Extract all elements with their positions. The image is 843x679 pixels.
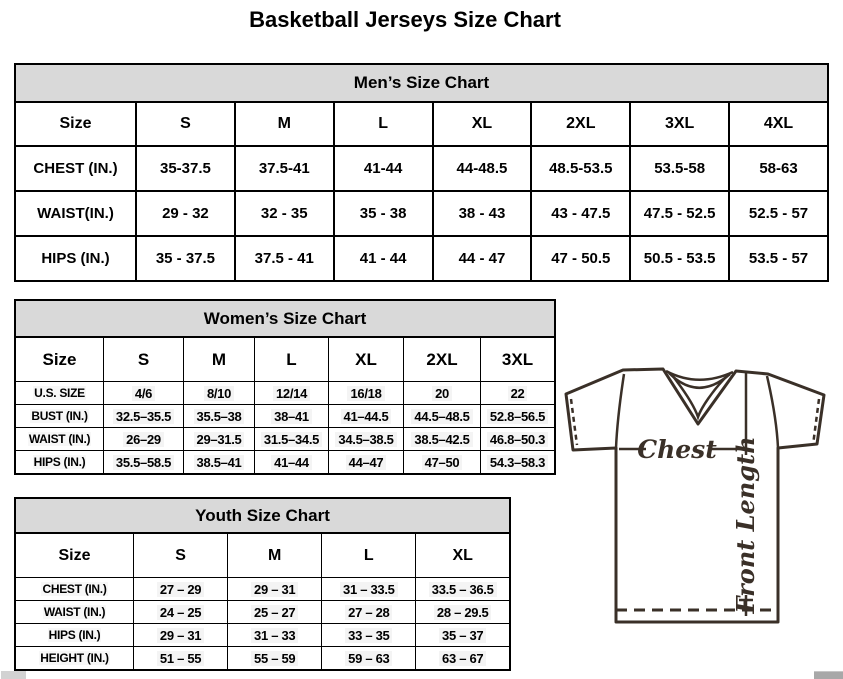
cell-value: 29–31.5 <box>194 432 245 447</box>
column-header: XL <box>416 533 510 578</box>
table-row <box>15 601 510 624</box>
cell-value: 41-44 <box>363 160 403 177</box>
table-row <box>15 428 555 451</box>
table-cell <box>729 191 828 236</box>
cell-value: 38.5–42.5 <box>411 432 472 447</box>
womens-size-chart <box>14 299 556 475</box>
cell-value: 44.5–48.5 <box>411 409 472 424</box>
cell-value: 33.5 – 36.5 <box>429 582 497 597</box>
row-label <box>15 236 136 281</box>
table-row <box>15 191 828 236</box>
row-label-text: HIPS (IN.) <box>41 250 110 267</box>
table-cell <box>329 382 404 405</box>
cell-value: 38.5–41 <box>194 455 245 470</box>
table-cell <box>322 601 416 624</box>
cell-value: 46.8–50.3 <box>487 432 548 447</box>
row-label <box>15 451 104 475</box>
table-cell <box>404 405 481 428</box>
table-cell <box>404 428 481 451</box>
cell-value: 41 - 44 <box>359 250 407 267</box>
cell-value: 26–29 <box>123 432 164 447</box>
table-row <box>15 451 555 475</box>
table-cell <box>630 146 729 191</box>
column-header: M <box>235 102 334 146</box>
row-label <box>15 191 136 236</box>
table-cell <box>255 405 329 428</box>
cell-value: 25 – 27 <box>251 605 298 620</box>
cell-value: 32.5–35.5 <box>113 409 174 424</box>
table-cell <box>134 601 228 624</box>
table-cell <box>255 382 329 405</box>
table-cell <box>184 428 255 451</box>
cell-value: 63 – 67 <box>439 651 486 666</box>
cell-value: 47.5 - 52.5 <box>643 205 716 222</box>
table-cell <box>322 647 416 671</box>
table-cell <box>136 146 235 191</box>
header-row <box>15 102 828 146</box>
table-cell <box>416 578 510 601</box>
cell-value: 53.5 - 57 <box>748 250 809 267</box>
cell-value: 31 – 33 <box>251 628 298 643</box>
cell-value: 35-37.5 <box>159 160 211 177</box>
table-cell <box>134 647 228 671</box>
table-cell <box>329 405 404 428</box>
mens-chart-title: Men’s Size Chart <box>14 63 829 101</box>
table-cell <box>228 624 322 647</box>
jersey-measurement-diagram <box>556 358 843 630</box>
cell-value: 37.5 - 41 <box>254 250 314 267</box>
cell-value: 43 - 47.5 <box>551 205 611 222</box>
cell-value: 16/18 <box>347 386 384 401</box>
column-header: L <box>334 102 433 146</box>
cell-value: 50.5 - 53.5 <box>643 250 716 267</box>
column-header: M <box>228 533 322 578</box>
table-cell <box>433 191 532 236</box>
table-cell <box>184 405 255 428</box>
cell-value: 53.5-58 <box>654 160 706 177</box>
cell-value: 12/14 <box>273 386 310 401</box>
column-header: 3XL <box>630 102 729 146</box>
table-cell <box>255 428 329 451</box>
table-cell <box>228 578 322 601</box>
mens-size-chart <box>14 63 829 282</box>
table-cell <box>104 405 184 428</box>
row-label <box>15 647 134 671</box>
table-cell <box>729 236 828 281</box>
row-label-text: BUST (IN.) <box>31 409 88 423</box>
cell-value: 29 – 31 <box>251 582 298 597</box>
mens-chart-table <box>14 101 829 282</box>
table-cell <box>184 382 255 405</box>
table-cell <box>329 451 404 475</box>
row-label-text: HIPS (IN.) <box>33 455 86 469</box>
table-cell <box>104 428 184 451</box>
cell-value: 58-63 <box>759 160 798 177</box>
column-header: S <box>136 102 235 146</box>
row-label-text: WAIST (IN.) <box>28 432 91 446</box>
cell-value: 31.5–34.5 <box>261 432 322 447</box>
row-label-text: HIPS (IN.) <box>48 628 101 642</box>
table-cell <box>136 236 235 281</box>
row-label <box>15 146 136 191</box>
cell-value: 8/10 <box>204 386 234 401</box>
page-title: Basketball Jerseys Size Chart <box>249 7 561 32</box>
table-cell <box>630 236 729 281</box>
header-row <box>15 337 555 382</box>
cell-value: 44–47 <box>346 455 387 470</box>
cell-value: 29 – 31 <box>157 628 204 643</box>
table-cell <box>416 601 510 624</box>
table-cell <box>416 647 510 671</box>
womens-chart-table <box>14 336 556 475</box>
cell-value: 29 - 32 <box>162 205 209 222</box>
column-header: 3XL <box>481 337 556 382</box>
row-label-text: U.S. SIZE <box>34 386 85 400</box>
column-header: L <box>322 533 416 578</box>
cell-value: 27 – 29 <box>157 582 204 597</box>
row-label-text: CHEST (IN.) <box>33 160 118 177</box>
table-cell <box>334 236 433 281</box>
table-row <box>15 624 510 647</box>
cell-value: 38 - 43 <box>458 205 506 222</box>
column-header: XL <box>433 102 532 146</box>
cell-value: 59 – 63 <box>345 651 392 666</box>
column-header: 2XL <box>404 337 481 382</box>
column-header: M <box>184 337 255 382</box>
table-cell <box>322 578 416 601</box>
row-label <box>15 382 104 405</box>
row-label <box>15 601 134 624</box>
size-column-header: Size <box>15 533 134 578</box>
cell-value: 35 – 37 <box>439 628 486 643</box>
table-cell <box>729 146 828 191</box>
table-cell <box>184 451 255 475</box>
youth-size-chart <box>14 497 511 671</box>
cell-value: 33 – 35 <box>345 628 392 643</box>
column-header: S <box>104 337 184 382</box>
cell-value: 51 – 55 <box>157 651 204 666</box>
table-cell <box>404 382 481 405</box>
table-cell <box>235 236 334 281</box>
table-row <box>15 146 828 191</box>
table-cell <box>255 451 329 475</box>
table-cell <box>134 624 228 647</box>
row-label-text: HEIGHT (IN.) <box>40 651 109 665</box>
column-header: S <box>134 533 228 578</box>
cell-value: 54.3–58.3 <box>487 455 548 470</box>
cell-value: 22 <box>508 386 528 401</box>
womens-chart-title: Women’s Size Chart <box>14 299 556 336</box>
row-label-text: WAIST (IN.) <box>43 605 106 619</box>
table-cell <box>228 647 322 671</box>
chest-label: Chest <box>637 435 717 464</box>
table-cell <box>481 405 556 428</box>
table-cell <box>228 601 322 624</box>
cell-value: 52.5 - 57 <box>748 205 809 222</box>
table-cell <box>481 428 556 451</box>
table-cell <box>531 146 630 191</box>
table-cell <box>134 578 228 601</box>
row-label <box>15 578 134 601</box>
cell-value: 41–44 <box>271 455 312 470</box>
jersey-outline-icon <box>566 369 824 622</box>
column-header: XL <box>329 337 404 382</box>
column-header: 4XL <box>729 102 828 146</box>
row-label <box>15 624 134 647</box>
youth-chart-table <box>14 532 511 671</box>
cell-value: 34.5–38.5 <box>335 432 396 447</box>
table-cell <box>433 146 532 191</box>
table-cell <box>334 191 433 236</box>
cell-value: 38–41 <box>271 409 312 424</box>
cell-value: 47 - 50.5 <box>551 250 611 267</box>
table-cell <box>404 451 481 475</box>
horizontal-scrollbar-fragment-right[interactable] <box>814 671 843 679</box>
table-cell <box>531 191 630 236</box>
cell-value: 41–44.5 <box>341 409 392 424</box>
cell-value: 27 – 28 <box>345 605 392 620</box>
cell-value: 55 – 59 <box>251 651 298 666</box>
table-cell <box>416 624 510 647</box>
row-label <box>15 428 104 451</box>
table-cell <box>481 451 556 475</box>
horizontal-scrollbar-fragment-left[interactable] <box>1 671 26 679</box>
table-row <box>15 647 510 671</box>
table-cell <box>630 191 729 236</box>
cell-value: 37.5-41 <box>258 160 310 177</box>
cell-value: 47–50 <box>422 455 463 470</box>
cell-value: 48.5-53.5 <box>549 160 613 177</box>
table-cell <box>104 451 184 475</box>
table-row <box>15 382 555 405</box>
cell-value: 35 - 38 <box>359 205 407 222</box>
table-cell <box>235 146 334 191</box>
table-cell <box>481 382 556 405</box>
size-column-header: Size <box>15 337 104 382</box>
row-label-text: WAIST(IN.) <box>37 205 114 222</box>
column-header: 2XL <box>531 102 630 146</box>
table-row <box>15 405 555 428</box>
cell-value: 44-48.5 <box>456 160 508 177</box>
cell-value: 28 – 29.5 <box>434 605 492 620</box>
youth-chart-title: Youth Size Chart <box>14 497 511 532</box>
table-cell <box>235 191 334 236</box>
table-cell <box>136 191 235 236</box>
table-cell <box>329 428 404 451</box>
header-row <box>15 533 510 578</box>
cell-value: 20 <box>432 386 452 401</box>
table-row <box>15 236 828 281</box>
table-cell <box>322 624 416 647</box>
row-label <box>15 405 104 428</box>
cell-value: 31 – 33.5 <box>340 582 398 597</box>
table-cell <box>104 382 184 405</box>
size-column-header: Size <box>15 102 136 146</box>
table-cell <box>531 236 630 281</box>
cell-value: 32 - 35 <box>260 205 308 222</box>
cell-value: 35.5–58.5 <box>113 455 174 470</box>
cell-value: 44 - 47 <box>458 250 506 267</box>
column-header: L <box>255 337 329 382</box>
row-label-text: CHEST (IN.) <box>42 582 107 596</box>
cell-value: 52.8–56.5 <box>487 409 548 424</box>
cell-value: 35 - 37.5 <box>155 250 216 267</box>
cell-value: 24 – 25 <box>157 605 204 620</box>
table-cell <box>433 236 532 281</box>
table-row <box>15 578 510 601</box>
front-length-label: Front Length <box>731 436 760 614</box>
cell-value: 35.5–38 <box>194 409 245 424</box>
table-cell <box>334 146 433 191</box>
cell-value: 4/6 <box>132 386 155 401</box>
